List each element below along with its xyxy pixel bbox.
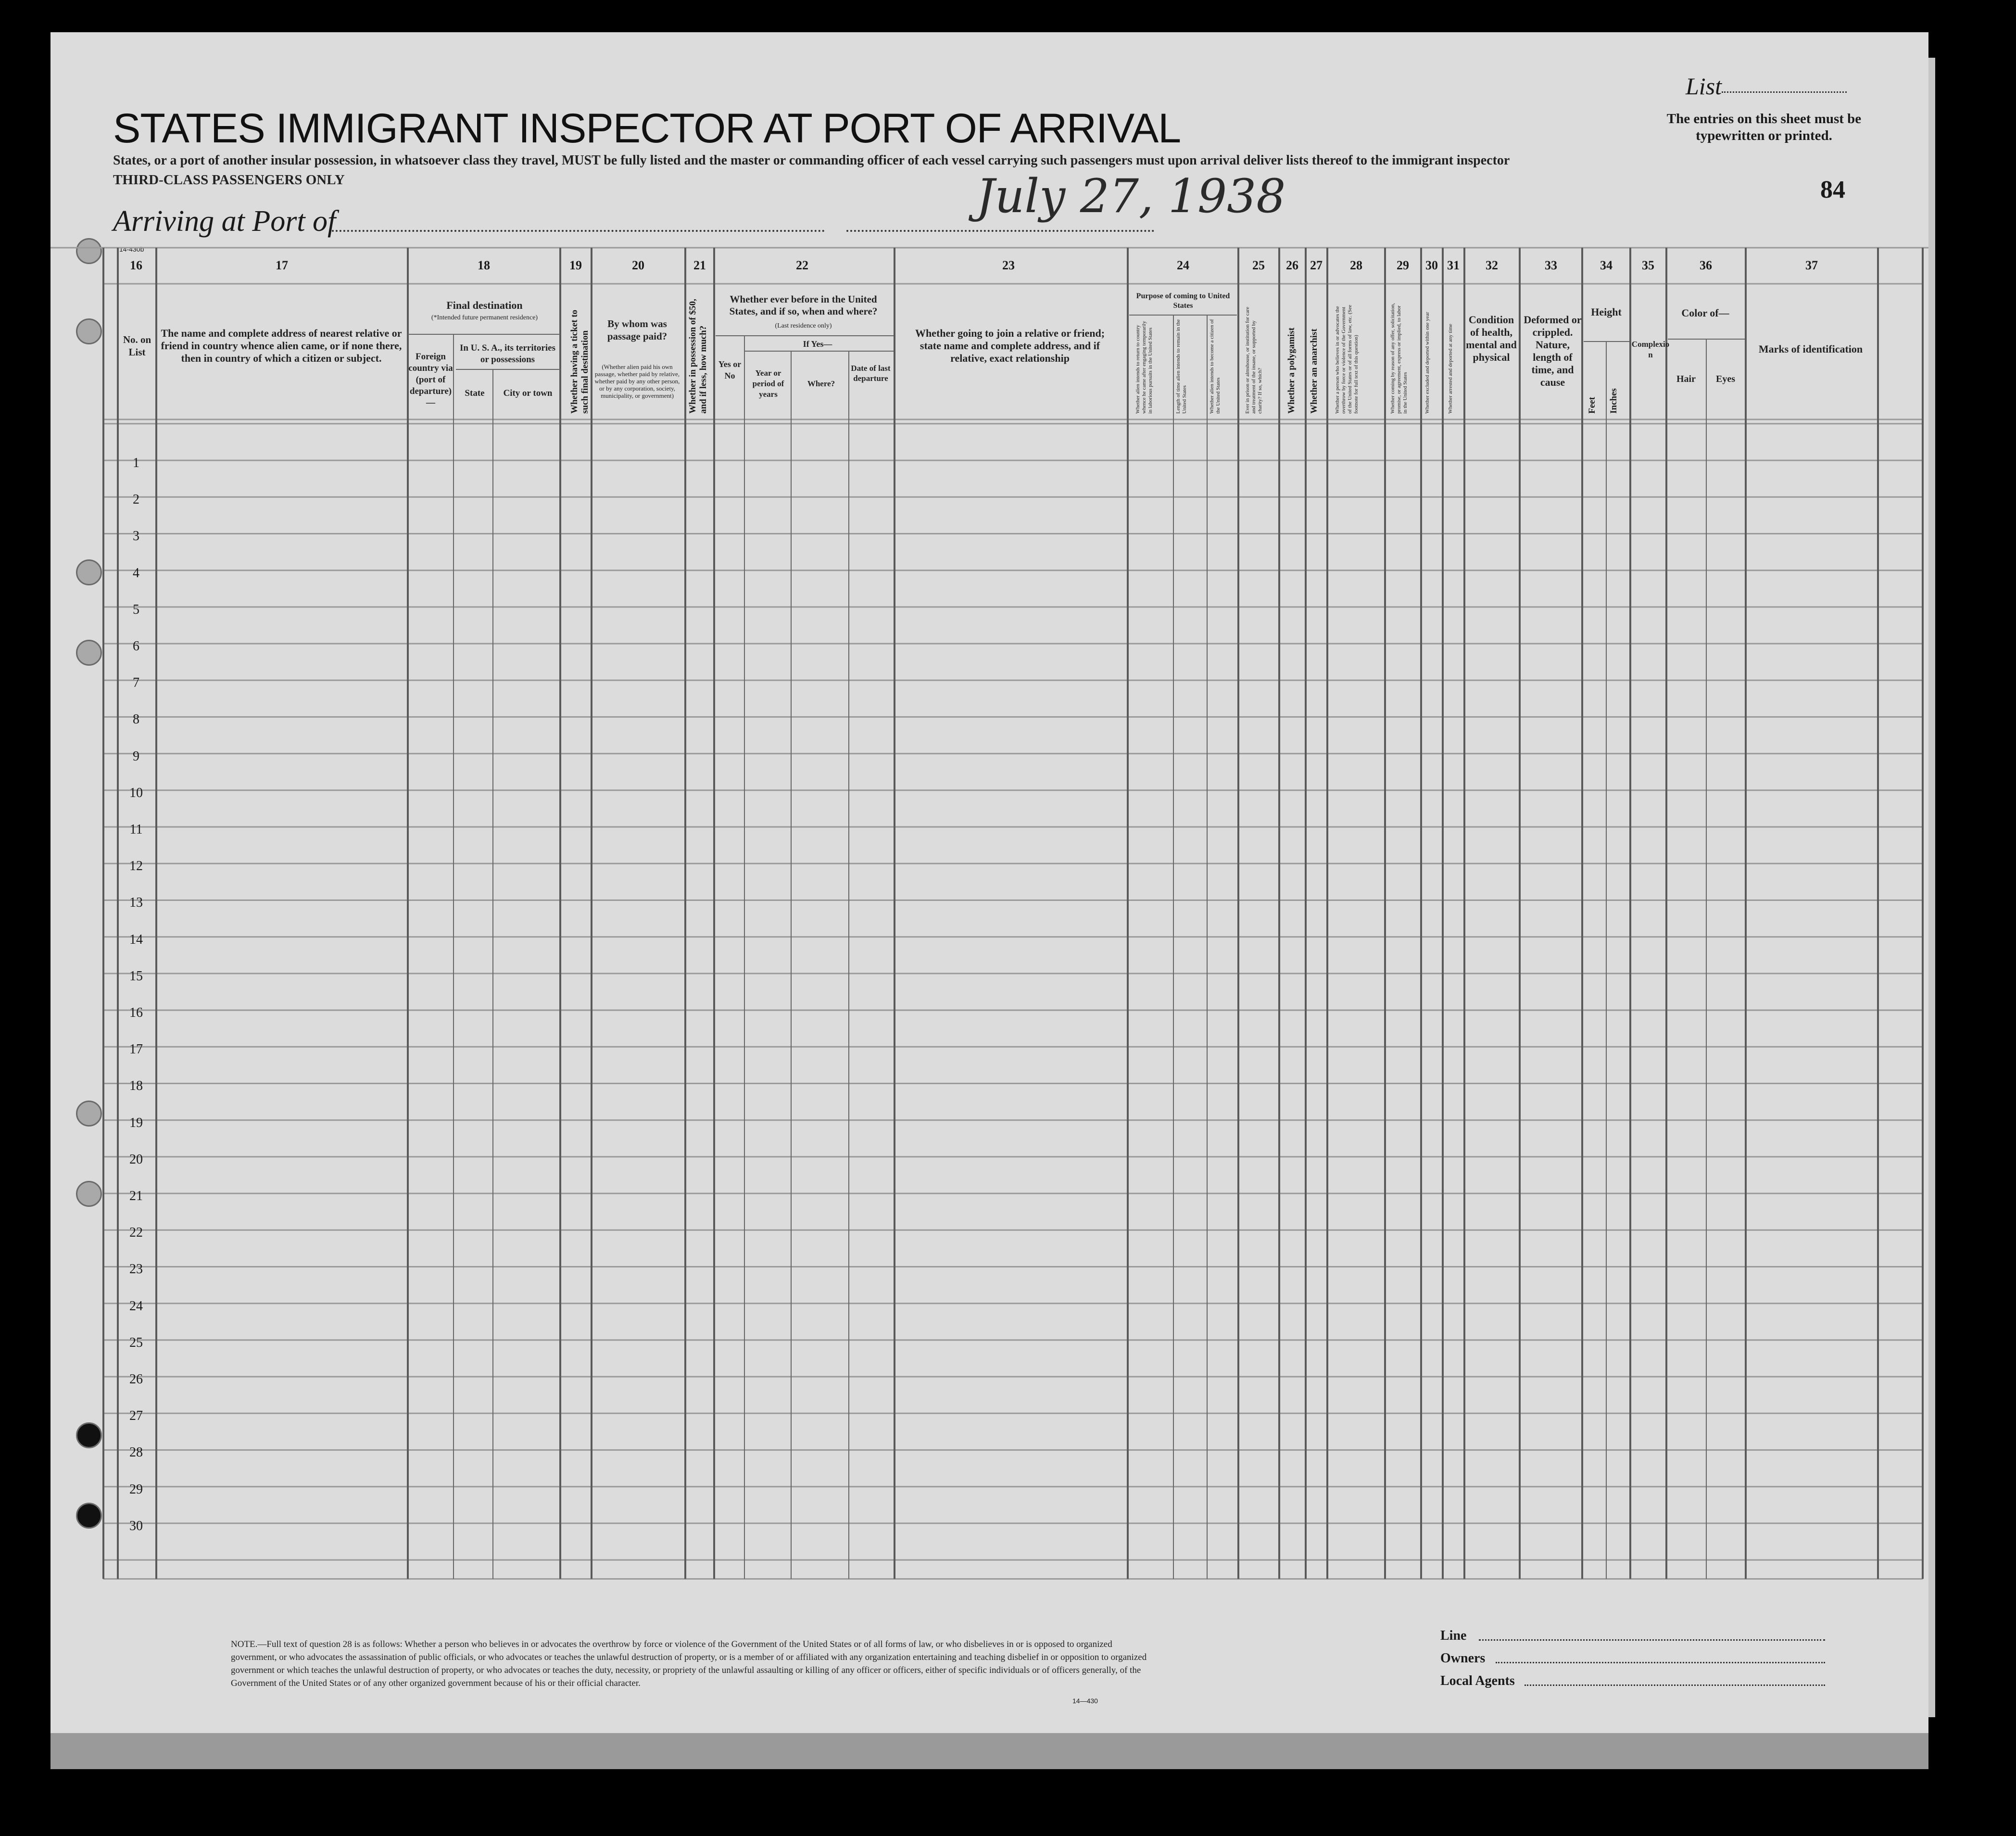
col29-header: Whether coming by reason of any offer, solicitation, promise, or agreement, express or implied, to labor in the United States bbox=[1390, 303, 1408, 414]
row-number: 16 bbox=[129, 1005, 143, 1020]
col24c-header: Whether alien intends to become a citizen of the United States bbox=[1209, 319, 1221, 414]
row-number: 28 bbox=[129, 1445, 143, 1460]
col34-header: Height bbox=[1591, 306, 1622, 318]
row-number: 15 bbox=[129, 968, 143, 984]
col28-header: Whether a person who believes in or advocates the overthrow by force or violence of the Government of the United States or of all forms of law, etc. (See footnote for full text of this question) bbox=[1335, 304, 1359, 414]
column-number: 16 bbox=[130, 258, 142, 272]
row-number: 26 bbox=[129, 1372, 143, 1387]
col20-note: (Whether alien paid his own passage, whether paid by relative, whether paid by any other person, or by any corporation, society, municipality, or government) bbox=[594, 363, 680, 399]
row-number: 30 bbox=[129, 1518, 143, 1533]
column-number: 25 bbox=[1252, 258, 1265, 272]
column-number: 30 bbox=[1425, 258, 1438, 272]
column-number: 37 bbox=[1805, 258, 1818, 272]
arriving-label: Arriving at Port of bbox=[113, 205, 336, 238]
line-label: Line bbox=[1440, 1628, 1467, 1643]
row-number: 11 bbox=[129, 822, 143, 837]
column-number: 26 bbox=[1286, 258, 1298, 272]
col18-foreign-header: Foreign country via (port of departure)— bbox=[408, 352, 453, 408]
col36-eyes-header: Eyes bbox=[1716, 374, 1735, 384]
col37-header: Marks of identification bbox=[1758, 343, 1863, 355]
handwritten-date: July 27, 1938 bbox=[976, 169, 1286, 223]
row-number: 19 bbox=[129, 1115, 143, 1130]
col19-header: Whether having a ticket to such final destination bbox=[569, 309, 590, 414]
row-number: 23 bbox=[129, 1262, 143, 1277]
col25-header: Ever in prison or almshouse, or institution for care and treatment of the insane, or supported by charity? If so, which? bbox=[1245, 306, 1263, 414]
page-number: 84 bbox=[1820, 176, 1845, 203]
col22-years-header: Year or period of years bbox=[752, 368, 784, 399]
row-number: 25 bbox=[129, 1335, 143, 1350]
owners-label: Owners bbox=[1440, 1651, 1486, 1666]
form-subtitle: States, or a port of another insular possession, in whatsoever class they travel, MUST be fully listed and the master or commanding officer of each vessel carrying such passengers must upon arrival deliver lists thereof to the immigrant inspector bbox=[113, 153, 1510, 168]
col17-header: The name and complete address of nearest relative or friend in country whence alien came, or if none there, then in country of which a citizen or subject. bbox=[161, 327, 402, 364]
column-number: 31 bbox=[1447, 258, 1460, 272]
col30-header: Whether excluded and deported within one year bbox=[1424, 312, 1430, 414]
col18-state-header: State bbox=[465, 388, 485, 398]
column-number: 35 bbox=[1642, 258, 1654, 272]
column-number: 34 bbox=[1600, 258, 1613, 272]
column-number: 18 bbox=[478, 258, 490, 272]
class-line: THIRD-CLASS PASSENGERS ONLY bbox=[113, 172, 345, 188]
col20-header: By whom was passage paid? bbox=[607, 318, 668, 342]
owners-blank bbox=[1496, 1662, 1825, 1663]
local-agents-label: Local Agents bbox=[1440, 1673, 1515, 1688]
col34-feet-header: Feet bbox=[1587, 397, 1597, 414]
column-number: 24 bbox=[1177, 258, 1189, 272]
col36-header: Color of— bbox=[1681, 307, 1729, 319]
form-title: STATES IMMIGRANT INSPECTOR AT PORT OF ARRIVAL bbox=[113, 105, 1181, 152]
row-number: 14 bbox=[129, 932, 143, 947]
row-number: 13 bbox=[129, 895, 143, 911]
entries-note: The entries on this sheet must be typewritten or printed. bbox=[1666, 111, 1862, 143]
column-number: 20 bbox=[632, 258, 644, 272]
row-number: 2 bbox=[133, 492, 139, 507]
row-number: 20 bbox=[129, 1152, 143, 1167]
column-number: 33 bbox=[1545, 258, 1557, 272]
column-number: 36 bbox=[1700, 258, 1712, 272]
col18-note: (*Intended future permanent residence) bbox=[431, 314, 538, 321]
row-number: 3 bbox=[133, 529, 139, 544]
col22-note: (Last residence only) bbox=[775, 322, 832, 329]
col23-header: Whether going to join a relative or friend; state name and complete address, and if relative, exact relationship bbox=[915, 327, 1105, 364]
column-number: 32 bbox=[1486, 258, 1498, 272]
col22-yesno-header: Yes or No bbox=[718, 359, 742, 380]
row-number: 27 bbox=[129, 1408, 143, 1424]
row-number: 24 bbox=[129, 1298, 143, 1314]
col27-header: Whether an anarchist bbox=[1309, 329, 1319, 414]
row-number: 22 bbox=[129, 1225, 143, 1241]
row-number: 18 bbox=[129, 1078, 143, 1094]
col35-header: Complexion bbox=[1631, 340, 1670, 359]
col26-header: Whether a polygamist bbox=[1286, 327, 1297, 414]
row-number: 17 bbox=[129, 1042, 143, 1057]
row-number: 9 bbox=[133, 748, 139, 764]
row-number: 1 bbox=[133, 456, 139, 470]
local-agents-blank bbox=[1525, 1684, 1825, 1686]
column-number: 28 bbox=[1350, 258, 1362, 272]
col24a-header: Whether alien intends to return to country whence he came after engaging temporarily in laborious pursuits in the United States bbox=[1135, 321, 1153, 414]
line-blank bbox=[1479, 1639, 1825, 1641]
col22-where-header: Where? bbox=[807, 379, 835, 388]
col22-date-header: Date of last departure bbox=[851, 364, 891, 383]
column-number: 19 bbox=[569, 258, 582, 272]
row-number: 12 bbox=[129, 859, 143, 874]
col16-header: No. on List bbox=[123, 334, 151, 358]
row-number: 8 bbox=[133, 712, 139, 727]
col18-header: Final destination bbox=[446, 299, 523, 311]
col24b-header: Length of time alien intends to remain in the United States bbox=[1175, 319, 1187, 414]
col31-header: Whether arrested and deported at any time bbox=[1448, 324, 1453, 414]
col24-header: Purpose of coming to United States bbox=[1136, 292, 1230, 310]
row-number: 7 bbox=[133, 675, 139, 691]
list-label: List bbox=[1686, 73, 1722, 100]
row-number: 6 bbox=[133, 639, 139, 654]
col22-ifyes-header: If Yes— bbox=[803, 339, 832, 349]
col18-usa-header: In U. S. A., its territories or possessions bbox=[460, 343, 555, 365]
col33-header: Deformed or crippled. Nature, length of time, and cause bbox=[1524, 314, 1582, 388]
col34-inches-header: Inches bbox=[1609, 388, 1619, 414]
form-number-bottom: 14—430 bbox=[1072, 1697, 1098, 1705]
col32-header: Condition of health, mental and physical bbox=[1466, 314, 1517, 363]
column-number: 27 bbox=[1310, 258, 1323, 272]
question-28-note: NOTE.—Full text of question 28 is as follows: Whether a person who believes in or advocates the overthrow by force or violence of the Government of the United States or of all forms of law, or who disbelieves in or is opposed to organized government, or who advocates the assassination of public officials, or who advocates or teaches the unlawful destruction of property, or is a member of or affiliated with any organization entertaining and teaching disbelief in or opposition to organized government or which teaches the unlawful destruction of property, or who advocates or teaches the duty, necessity, or propriety of the unlawful assaulting or killing of any officer or officers, either of specific individuals or of officers generally, of the Government of the United States or of any other organized government because of his or their official character. bbox=[231, 1639, 1147, 1688]
row-number: 21 bbox=[129, 1189, 143, 1203]
row-number: 29 bbox=[129, 1481, 143, 1497]
col36-hair-header: Hair bbox=[1676, 374, 1696, 384]
row-number: 4 bbox=[133, 565, 139, 581]
row-number: 5 bbox=[133, 602, 139, 617]
form-number-top: 14-430b bbox=[119, 245, 144, 253]
column-number: 21 bbox=[693, 258, 706, 272]
column-number: 22 bbox=[796, 258, 808, 272]
col18-city-header: City or town bbox=[503, 388, 553, 398]
column-number: 17 bbox=[276, 258, 288, 272]
row-number: 10 bbox=[129, 785, 143, 800]
col22-header: Whether ever before in the United States, and if so, when and where? bbox=[729, 293, 878, 317]
column-number: 23 bbox=[1002, 258, 1015, 272]
col21-header: Whether in possession of $50, and if less, how much? bbox=[688, 299, 708, 414]
column-number: 29 bbox=[1397, 258, 1409, 272]
